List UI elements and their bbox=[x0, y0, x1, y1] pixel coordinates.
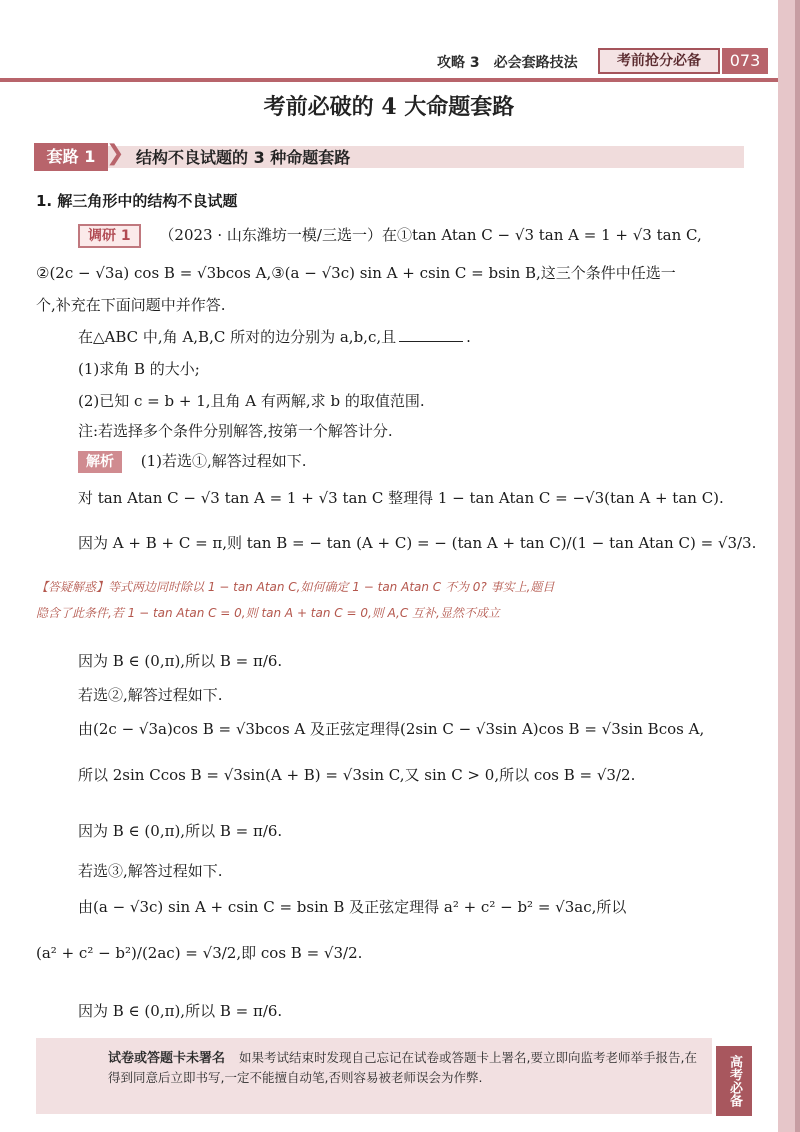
solution-line-1 bbox=[78, 450, 307, 473]
page-number: 073 bbox=[722, 48, 768, 74]
header-box-label: 考前抢分必备 bbox=[598, 48, 720, 74]
problem-line-4 bbox=[78, 326, 471, 347]
problem-line-1 bbox=[78, 224, 702, 248]
chevron-right-icon: ❯ bbox=[106, 141, 125, 166]
solution-line-11: (a² + c² − b²)/(2ac) = √3/2,即 cos B = √3/2. bbox=[36, 944, 363, 962]
subsection-heading: 1. 解三角形中的结构不良试题 bbox=[36, 192, 238, 210]
header-rule bbox=[0, 78, 778, 82]
solution-line-7: 所以 2sin Ccos B = √3sin(A + B) = √3sin C,又 sin C > 0,所以 cos B = √3/2. bbox=[78, 766, 636, 784]
header-section: 攻略 3 必会套路技法 bbox=[437, 55, 578, 71]
solution-text-1: (1)若选①,解答过程如下. bbox=[140, 452, 307, 470]
side-badge: 高考必备 bbox=[716, 1046, 752, 1116]
section-title: 结构不良试题的 3 种命题套路 bbox=[136, 148, 351, 167]
solution-tag: 解析 bbox=[78, 451, 122, 473]
question-1: (1)求角 B 的大小; bbox=[78, 360, 200, 378]
problem-line-3: 个,补充在下面问题中并作答. bbox=[36, 296, 226, 314]
solution-line-4: 因为 B ∈ (0,π),所以 B = π/6. bbox=[78, 652, 283, 670]
solution-line-5: 若选②,解答过程如下. bbox=[78, 686, 223, 704]
page-edge-dark bbox=[795, 0, 800, 1132]
answer-blank bbox=[399, 329, 463, 342]
annotation-line-2: 隐含了此条件,若 1 − tan Atan C = 0,则 tan A + tan C = 0,则 A,C 互补,显然不成立 bbox=[36, 606, 500, 620]
solution-line-6: 由(2c − √3a)cos B = √3bcos A 及正弦定理得(2sin C − √3sin A)cos B = √3sin Bcos A, bbox=[78, 720, 705, 738]
footer-text: 如果考试结束时发现自己忘记在试卷或答题卡上署名,要立即向监考老师举手报告,在得到同意后立即书写,一定不能擅自动笔,否则容易被老师误会为作弊. bbox=[108, 1050, 697, 1085]
note-instruction: 注:若选择多个条件分别解答,按第一个解答计分. bbox=[78, 422, 393, 440]
running-header bbox=[0, 48, 778, 78]
solution-line-8: 因为 B ∈ (0,π),所以 B = π/6. bbox=[78, 822, 283, 840]
annotation-line-1: 【答疑解惑】等式两边同时除以 1 − tan Atan C,如何确定 1 − tan Atan C 不为 0? 事实上,题目 bbox=[36, 580, 555, 594]
footer-content bbox=[108, 1048, 698, 1087]
solution-line-10: 由(a − √3c) sin A + csin C = bsin B 及正弦定理得 a² + c² − b² = √3ac,所以 bbox=[78, 898, 627, 916]
question-2: (2)已知 c = b + 1,且角 A 有两解,求 b 的取值范围. bbox=[78, 392, 425, 410]
problem-text-1: （2023 · 山东潍坊一模/三选一）在①tan Atan C − √3 tan A = 1 + √3 tan C, bbox=[159, 226, 702, 244]
problem-line-2: ②(2c − √3a) cos B = √3bcos A,③(a − √3c) sin A + csin C = bsin B,这三个条件中任选一 bbox=[36, 264, 676, 282]
solution-line-9: 若选③,解答过程如下. bbox=[78, 862, 223, 880]
footer-tip bbox=[36, 1038, 712, 1114]
research-tag: 调研 1 bbox=[78, 224, 141, 248]
page-title: 考前必破的 4 大命题套路 bbox=[263, 94, 515, 120]
solution-line-12: 因为 B ∈ (0,π),所以 B = π/6. bbox=[78, 1002, 283, 1020]
period: . bbox=[466, 328, 471, 346]
section-tag: 套路 1 bbox=[34, 143, 108, 171]
solution-line-3: 因为 A + B + C = π,则 tan B = − tan (A + C) = − (tan A + tan C)/(1 − tan Atan C) = √3/3. bbox=[78, 534, 757, 552]
problem-text-4: 在△ABC 中,角 A,B,C 所对的边分别为 a,b,c,且 bbox=[78, 328, 397, 346]
solution-line-2: 对 tan Atan C − √3 tan A = 1 + √3 tan C 整理得 1 − tan Atan C = −√3(tan A + tan C). bbox=[78, 489, 724, 507]
footer-key: 试卷或答题卡未署名 bbox=[108, 1051, 226, 1066]
